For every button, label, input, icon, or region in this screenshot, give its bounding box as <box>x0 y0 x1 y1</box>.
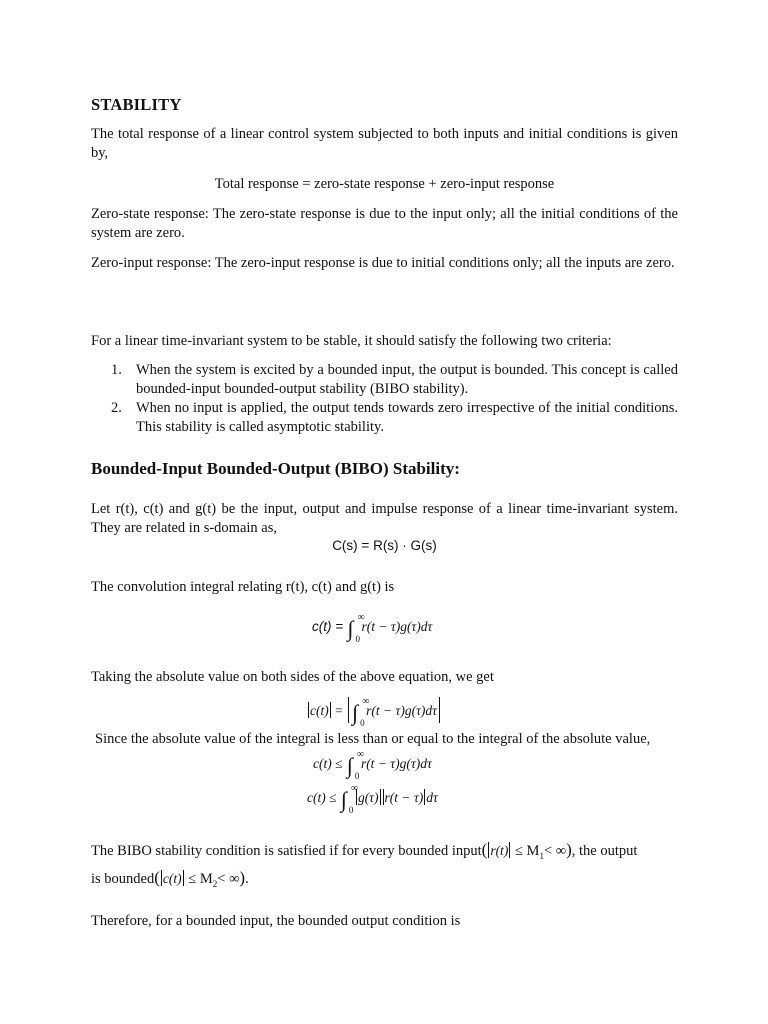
integral-sign: ∫ ∞ 0 <box>346 749 365 781</box>
list-item <box>91 399 678 437</box>
c-of-t: c(t) <box>307 790 326 805</box>
g-of-tau: g(τ) <box>357 790 379 805</box>
less-than-infinity: < ∞ <box>543 843 567 859</box>
absolute-value-equation <box>307 696 442 728</box>
abs-bar <box>439 697 440 723</box>
therefore-paragraph: Therefore, for a bounded input, the bounded output condition is <box>91 913 461 929</box>
bibo-condition-text-2: , the output <box>571 843 638 859</box>
let-paragraph: Let r(t), c(t) and g(t) be the input, output and impulse response of a linear time-invariant system. They are related in s-domain as, <box>91 501 678 536</box>
bibo-condition-line-1: The BIBO stability condition is satisfied if for every bounded input( $r(t) \le M_1<$ ∞), the output <box>91 840 638 861</box>
criteria-intro: For a linear time-invariant system to be stable, it should satisfy the following two criteria: <box>91 333 612 349</box>
intro-paragraph: The total response of a linear control system subjected to both inputs and initial conditions is given by, <box>91 126 678 161</box>
abs-bar <box>308 702 309 718</box>
conv-lhs: c(t) = <box>312 619 344 634</box>
integrand: r(t − τ)g(τ)dτ <box>360 756 432 771</box>
bibo-heading: Bounded-Input Bounded-Output (BIBO) Stability: <box>91 459 460 478</box>
abs-bar <box>161 870 162 886</box>
c-of-t: c(t) <box>310 703 329 718</box>
since-paragraph: Since the absolute value of the integral is less than or equal to the integral of the absolute value, <box>95 731 651 747</box>
c-of-t: c(t) <box>313 756 332 771</box>
abs-bar <box>380 789 381 805</box>
abs-bar <box>183 870 184 886</box>
inequality-equation-1 <box>313 749 432 781</box>
abs-bar <box>383 789 384 805</box>
upper-limit: ∞ <box>356 749 365 760</box>
d-tau: dτ <box>426 790 438 805</box>
upper-limit: ∞ <box>357 612 365 623</box>
lower-limit: 0 <box>348 805 354 815</box>
s-domain-equation: C(s) = R(s) · G(s) <box>332 538 437 553</box>
criteria-list <box>91 361 678 437</box>
lower-limit: 0 <box>355 634 361 644</box>
m2-symbol: M <box>199 871 213 887</box>
integrand: r(t − τ)g(τ)dτ <box>366 703 437 718</box>
convolution-paragraph: The convolution integral relating r(t), c(t) and g(t) is <box>91 579 395 595</box>
page-heading: STABILITY <box>91 95 182 114</box>
list-text: When no input is applied, the output tends towards zero irrespective of the initial conditions. This stability is called asymptotic stability. <box>136 400 678 435</box>
list-item <box>91 361 678 399</box>
upper-limit: ∞ <box>350 783 359 794</box>
bibo-condition-text-3: is bounded <box>91 871 155 887</box>
m1-symbol: M <box>526 843 540 859</box>
upper-limit: ∞ <box>362 696 370 707</box>
integral-sign: ∫ ∞ 0 <box>347 612 365 644</box>
integral-sign: ∫ ∞ 0 <box>340 783 359 815</box>
list-number: 2. <box>111 400 122 416</box>
convolution-equation <box>312 612 433 644</box>
abs-bar <box>348 697 349 723</box>
list-text: When the system is excited by a bounded input, the output is bounded. This concept is called bounded-input bounded-output stability (BIBO stability). <box>136 362 678 397</box>
r-of-t: r(t) <box>490 843 509 858</box>
leq-sign: ≤ <box>514 843 523 859</box>
r-shifted: r(t − τ) <box>384 790 424 805</box>
lower-limit: 0 <box>354 771 360 781</box>
leq-sign: ≤ <box>329 790 337 805</box>
absolute-value-paragraph: Taking the absolute value on both sides of the above equation, we get <box>91 669 494 685</box>
zero-input-paragraph: Zero-input response: The zero-input response is due to initial conditions only; all the inputs are zero. <box>91 255 675 271</box>
leq-sign: ≤ <box>188 871 197 887</box>
c-of-t: c(t) <box>162 871 182 886</box>
zero-state-paragraph: Zero-state response: The zero-state response is due to the input only; all the initial conditions of the system are zero. <box>91 206 678 241</box>
total-response-equation: Total response = zero-state response + zero-input response <box>214 176 555 192</box>
inequality-equation-2 <box>307 783 438 815</box>
list-number: 1. <box>111 362 122 378</box>
integral-sign: ∫ ∞ 0 <box>352 696 370 728</box>
equals-sign: = <box>335 703 343 718</box>
less-than-infinity: < ∞ <box>217 871 240 887</box>
bibo-condition-text: The BIBO stability condition is satisfied if for every bounded input <box>91 843 482 859</box>
period: . <box>245 871 249 887</box>
m1-subscript: 1 <box>539 850 544 861</box>
leq-sign: ≤ <box>335 756 343 771</box>
m2-subscript: 2 <box>212 878 218 889</box>
lower-limit: 0 <box>360 718 365 728</box>
integrand: r(t − τ)g(τ)dτ <box>361 619 433 634</box>
abs-bar <box>509 842 510 858</box>
bibo-condition-line-2: is bounded( $c(t) \le M_2<$ ∞). <box>91 868 249 889</box>
abs-bar <box>330 702 331 718</box>
